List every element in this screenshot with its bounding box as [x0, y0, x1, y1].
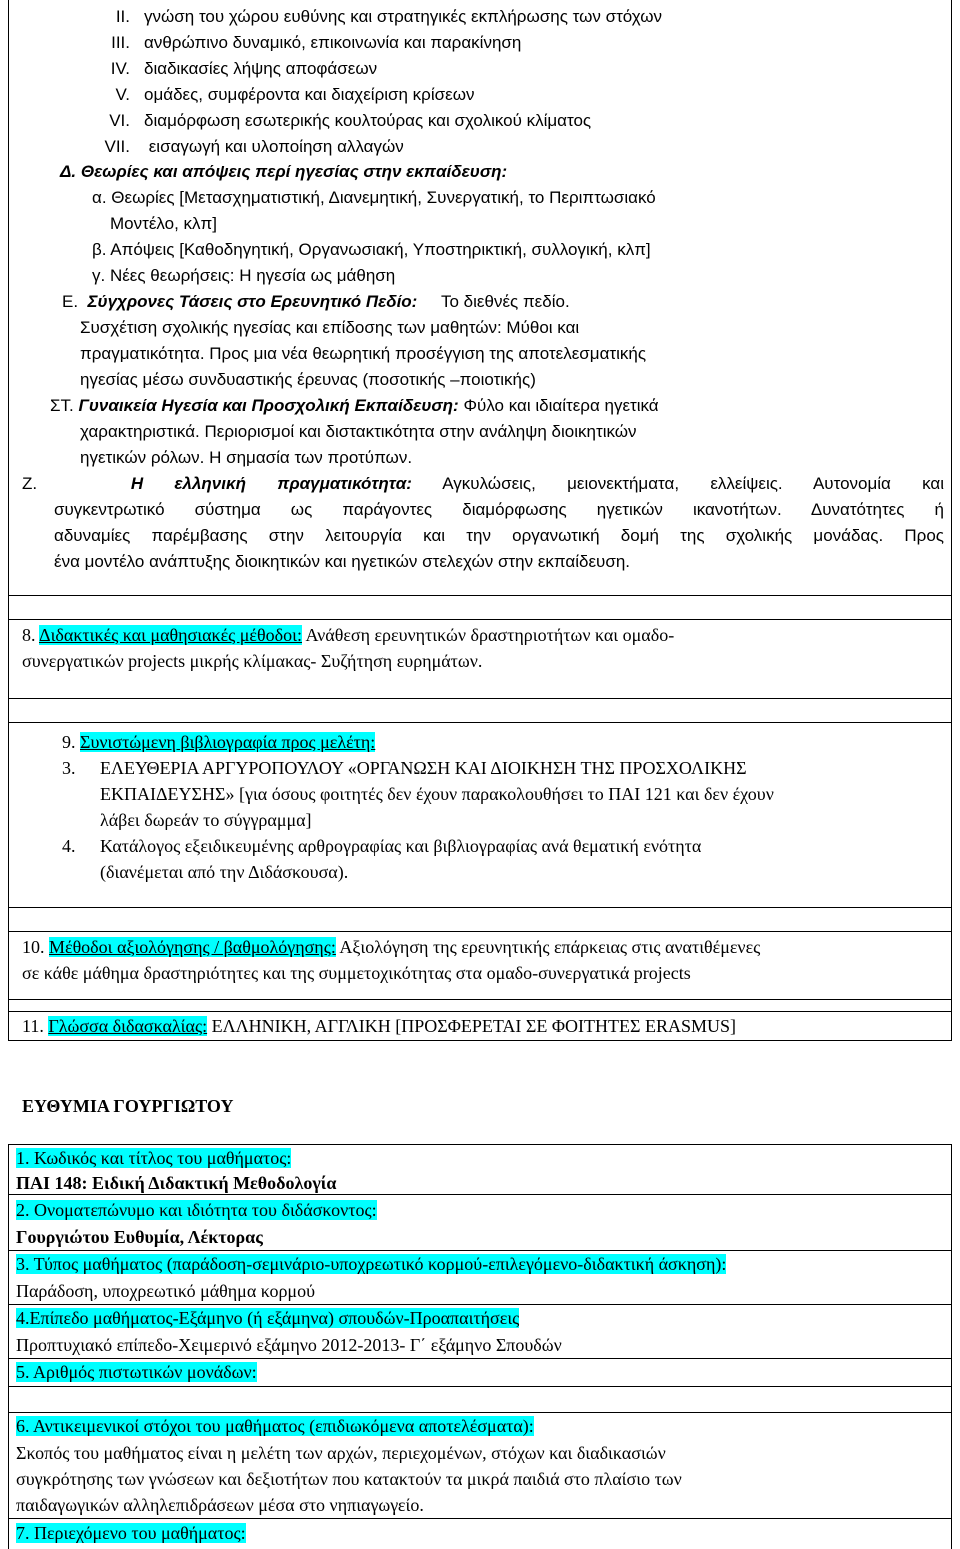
- section-heading-epsilon: Ε. Σύγχρονες Τάσεις στο Ερευνητικό Πεδίο: Το διεθνές πεδίο.: [62, 292, 570, 311]
- section-heading-delta: Δ. Θεωρίες και απόψεις περί ηγεσίας στην εκπαίδευση:: [60, 162, 508, 181]
- epsilon-text: πραγματικότητα. Προς μια νέα θεωρητική προσέγγιση της αποτελεσματικής: [80, 344, 647, 363]
- section-10-text: σε κάθε μάθημα δραστηριότητες και της συμμετοχικότητας στα ομαδο-συνεργατικά projects: [22, 963, 691, 983]
- section-8-spacer: [8, 596, 952, 620]
- course-title: ΠΑΙ 148: Ειδική Διδακτική Μεθοδολογία: [16, 1173, 337, 1193]
- row-divider: [8, 1412, 952, 1413]
- list-item: II. γνώση του χώρου ευθύνης και στρατηγικές εκπλήρωσης των στόχων: [115, 7, 663, 26]
- course-field-label: 2. Ονοματεπώνυμο και ιδιότητα του διδάσκοντος:: [16, 1200, 377, 1220]
- bib-item-cont: ΕΚΠΑΙΔΕΥΣΗΣ» [για όσους φοιτητές δεν έχουν παρακολουθήσει το ΠΑΙ 121 και δεν έχουν: [100, 784, 774, 804]
- section-8-label: Διδακτικές και μαθησιακές μέθοδοι:: [39, 625, 302, 645]
- epsilon-title: Σύγχρονες Τάσεις στο Ερευνητικό Πεδίο:: [87, 292, 418, 311]
- delta-item-g: γ. Νέες θεωρήσεις: Η ηγεσία ως μάθηση: [92, 266, 396, 285]
- row-divider: [8, 1386, 952, 1387]
- section-10-label: Μέθοδοι αξιολόγησης / βαθμολόγησης:: [49, 937, 336, 957]
- section-heading-zeta: Ζ. Η ελληνική πραγματικότητα: Αγκυλώσεις, μειονεκτήματα, ελλείψεις. Αυτονομία και: [22, 474, 945, 493]
- course-type: Παράδοση, υποχρεωτικό μάθημα κορμού: [16, 1281, 315, 1301]
- course-field-label: 1. Κωδικός και τίτλος του μαθήματος:: [16, 1148, 292, 1168]
- st-text: χαρακτηριστικά. Περιορισμοί και διστακτικότητα στην ανάληψη διοικητικών: [80, 422, 637, 441]
- section-9-line: 9. Συνιστώμενη βιβλιογραφία προς μελέτη:: [62, 732, 376, 752]
- course-field-label: 5. Αριθμός πιστωτικών μονάδων:: [16, 1362, 257, 1382]
- delta-item-a: α. Θεωρίες [Μετασχηματιστική, Διανεμητική, Συνεργατική, το Περιπτωσιακό: [92, 188, 656, 207]
- section-8-line: 8. Διδακτικές και μαθησιακές μέθοδοι: Ανάθεση ερευνητικών δραστηριοτήτων και ομαδο-: [22, 625, 675, 645]
- list-item: IV. διαδικασίες λήψης αποφάσεων: [110, 59, 378, 78]
- row-divider: [8, 1194, 952, 1195]
- zeta-text: συγκεντρωτικό σύστημα ως παράγοντες διαμόρφωσης ηγετικών ικανοτήτων. Δυνατότητες ή: [54, 500, 944, 519]
- section-11-line: 11. Γλώσσα διδασκαλίας: ΕΛΛΗΝΙΚΗ, ΑΓΓΛΙΚΗ [ΠΡΟΣΦΕΡΕΤΑΙ ΣΕ ΦΟΙΤΗΤΕΣ ERASMUS]: [22, 1016, 737, 1036]
- course-field-label: 7. Περιεχόμενο του μαθήματος:: [16, 1523, 246, 1543]
- row-divider: [8, 1304, 952, 1305]
- st-title: Γυναικεία Ηγεσία και Προσχολική Εκπαίδευση:: [78, 396, 459, 415]
- author-heading: ΕΥΘΥΜΙΑ ΓΟΥΡΓΙΩΤΟΥ: [22, 1096, 234, 1116]
- course-objectives: συγκρότησης των γνώσεων και δεξιοτήτων που κατακτούν τα μικρά παιδιά στο πλαίσιο των: [16, 1469, 682, 1489]
- list-item: VII. εισαγωγή και υλοποίηση αλλαγών: [104, 137, 404, 156]
- list-item: III. ανθρώπινο δυναμικό, επικοινωνία και παρακίνηση: [111, 33, 522, 52]
- bib-item-cont: (διανέμεται από την Διδάσκουσα).: [100, 862, 349, 882]
- row-divider: [8, 1250, 952, 1251]
- zeta-text: ένα μοντέλο ανάπτυξης διοικητικών και ηγετικών στελεχών στην εκπαίδευση.: [54, 552, 631, 571]
- section-9-label: Συνιστώμενη βιβλιογραφία προς μελέτη:: [80, 732, 376, 752]
- section-8-text: συνεργατικών projects μικρής κλίμακας- Συζήτηση ευρημάτων.: [22, 651, 483, 671]
- st-text: ηγετικών ρόλων. Η σημασία των προτύπων.: [80, 448, 413, 467]
- list-item: VI. διαμόρφωση εσωτερικής κουλτούρας και σχολικού κλίματος: [109, 111, 592, 130]
- course-level: Προπτυχιακό επίπεδο-Χειμερινό εξάμηνο 2012-2013- Γ΄ εξάμηνο Σπουδών: [16, 1335, 562, 1355]
- section-11-label: Γλώσσα διδασκαλίας:: [48, 1016, 208, 1036]
- list-item: V. ομάδες, συμφέροντα και διαχείριση κρίσεων: [115, 85, 475, 104]
- bib-item: 3. ΕΛΕΥΘΕΡΙΑ ΑΡΓΥΡΟΠΟΥΛΟΥ «ΟΡΓΑΝΩΣΗ ΚΑΙ ΔΙΟΙΚΗΣΗ ΤΗΣ ΠΡΟΣΧΟΛΙΚΗΣ: [62, 758, 747, 778]
- course-field-label: 3. Τύπος μαθήματος (παράδοση-σεμινάριο-υποχρεωτικό κορμού-επιλεγόμενο-διδακτική άσκηση):: [16, 1254, 727, 1274]
- row-divider: [8, 1358, 952, 1359]
- delta-item-b: β. Απόψεις [Καθοδηγητική, Οργανωσιακή, Υποστηρικτική, συλλογική, κλπ]: [92, 240, 651, 259]
- section-heading-st: ΣΤ. Γυναικεία Ηγεσία και Προσχολική Εκπαίδευση: Φύλο και ιδιαίτερα ηγετικά: [50, 396, 659, 415]
- course-field-label: 6. Αντικειμενικοί στόχοι του μαθήματος (επιδιωκόμενα αποτελέσματα):: [16, 1416, 534, 1436]
- zeta-title: Η ελληνική πραγματικότητα:: [130, 474, 412, 493]
- section-10-spacer: [8, 908, 952, 932]
- course-field-label: 4.Επίπεδο μαθήματος-Εξάμηνο (ή εξάμηνα) σπουδών-Προαπαιτήσεις: [16, 1308, 520, 1328]
- row-divider: [8, 1518, 952, 1519]
- course-objectives: Σκοπός του μαθήματος είναι η μελέτη των αρχών, περιεχομένων, στόχων και διαδικασιών: [16, 1443, 666, 1463]
- section-10-line: 10. Μέθοδοι αξιολόγησης / βαθμολόγησης: Αξιολόγηση της ερευνητικής επάρκειας στις ανατιθέμενες: [22, 937, 761, 957]
- epsilon-text: ηγεσίας μέσω συνδυαστικής έρευνας (ποσοτικής –ποιοτικής): [80, 370, 536, 389]
- delta-item-a-cont: Μοντέλο, κλπ]: [110, 214, 218, 233]
- instructor-name: Γουργιώτου Ευθυμία, Λέκτορας: [16, 1227, 263, 1247]
- epsilon-text: Συσχέτιση σχολικής ηγεσίας και επίδοσης των μαθητών: Μύθοι και: [80, 318, 580, 337]
- course-objectives: παιδαγωγικών αλληλεπιδράσεων μέσα στο νηπιαγωγείο.: [16, 1495, 424, 1515]
- bib-item-cont: λάβει δωρεάν το σύγγραμμα]: [100, 810, 312, 830]
- zeta-text: αδυναμίες παρέμβασης στην λειτουργία και την οργανωτική δομή της σχολικής μονάδας. Προς: [54, 526, 944, 545]
- section-9-spacer: [8, 699, 952, 723]
- bib-item: 4. Κατάλογος εξειδικευμένης αρθρογραφίας και βιβλιογραφίας ανά θεματική ενότητα: [62, 836, 702, 856]
